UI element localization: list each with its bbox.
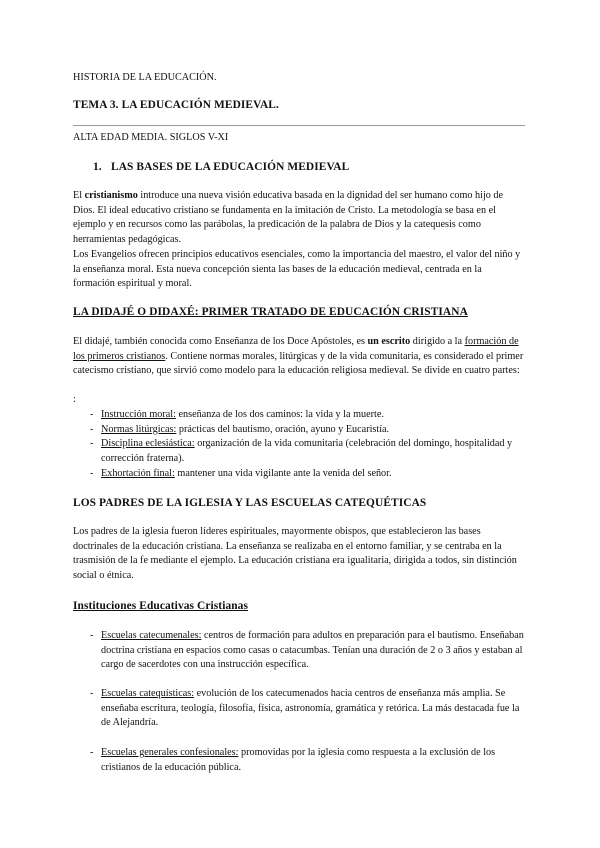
term-cristianismo: cristianismo bbox=[84, 190, 138, 201]
list-item-term: Exhortación final: bbox=[101, 467, 175, 479]
section-1-paragraph-1 bbox=[73, 189, 525, 248]
list-item-text: organización de la vida comunitaria (celebración del domingo, hospitalidad y corrección fraterna). bbox=[101, 438, 513, 465]
didaje-parts-list bbox=[73, 408, 525, 482]
list-item bbox=[73, 408, 525, 423]
list-item-term: Escuelas catequísticas: bbox=[101, 688, 195, 699]
list-item bbox=[73, 467, 525, 482]
course-title: HISTORIA DE LA EDUCACIÓN. bbox=[73, 72, 217, 83]
list-item-text: promovidas por la iglesia como respuesta a la exclusión de los cristianos de la educación pública. bbox=[101, 747, 496, 773]
list-item-term: Normas litúrgicas: bbox=[101, 423, 177, 435]
text-run: El didajé, también conocida como Enseñanza de los Doce Apóstoles, es bbox=[73, 336, 368, 347]
section-3-heading: LOS PADRES DE LA IGLESIA Y LAS ESCUELAS CATEQUÉTICAS bbox=[73, 497, 427, 509]
list-item bbox=[73, 437, 525, 466]
section-1-title: LAS BASES DE LA EDUCACIÓN MEDIEVAL bbox=[111, 161, 350, 173]
list-item bbox=[73, 629, 525, 673]
section-2-paragraph bbox=[73, 335, 525, 379]
text-run: dirigido a la bbox=[410, 336, 465, 347]
institution-item-1 bbox=[73, 629, 525, 673]
list-item-text: evolución de los catecumenados hacia centros de enseñanza más amplia. Se enseñaba escritura, teología, filosofía, física, astronomía, gramática y retórica. La más destacada fue la de Alejandría. bbox=[101, 688, 520, 729]
list-item-term: Disciplina eclesiástica: bbox=[101, 438, 195, 450]
period-subtitle: ALTA EDAD MEDIA. SIGLOS V-XI bbox=[73, 132, 229, 143]
list-item bbox=[73, 687, 525, 731]
list-item-text: mantener una vida vigilante ante la venida del señor. bbox=[174, 467, 392, 479]
list-item-term: Escuelas generales confesionales: bbox=[101, 747, 239, 758]
text-run: El bbox=[73, 190, 85, 201]
section-3-paragraph: Los padres de la iglesia fueron líderes espirituales, mayormente obispos, que establecieron las bases doctrinales de la educación cristiana. La enseñanza se realizaba en el entorno familiar, y se centraba en la trasmisión de la fe mediante el ejemplo. La educación cristiana era igualitaria, dirigida a todos, sin distinción social o étnica. bbox=[73, 526, 517, 582]
list-item-term: Instrucción moral: bbox=[101, 409, 176, 420]
stray-colon: : bbox=[73, 394, 76, 405]
topic-title: TEMA 3. LA EDUCACIÓN MEDIEVAL. bbox=[73, 99, 279, 111]
text-run: . Contiene normas morales, litúrgicas y de la vida comunitaria, es considerado el primer catecismo cristiano, que sirvió como modelo para la educación religiosa medieval. Se divide en cuatro partes: bbox=[73, 350, 524, 377]
section-1-heading bbox=[73, 161, 525, 173]
institutions-subheading: Instituciones Educativas Cristianas bbox=[73, 600, 249, 612]
section-1-number: 1. bbox=[93, 161, 102, 173]
text-run: introduce una nueva visión educativa basada en la dignidad del ser humano como hijo de Dios. El ideal educativo cristiano se fundamenta en la imitación de Cristo. La metodología se basa en el ejemplo y en recursos como las parábolas, la predicación de la palabra de Dios y la catequesis como herramientas pedagógicas. bbox=[73, 190, 504, 246]
institution-item-2 bbox=[73, 687, 525, 731]
list-item-text: prácticas del bautismo, oración, ayuno y Eucaristía. bbox=[176, 423, 390, 435]
list-item-text: enseñanza de los dos caminos: la vida y la muerte. bbox=[175, 409, 384, 420]
section-1-paragraph-2: Los Evangelios ofrecen principios educativos esenciales, como la importancia del maestro, el valor del niño y la enseñanza moral. Esta nueva concepción sienta las bases de la educación medieval, centrada en la formación espiritual y moral. bbox=[73, 249, 521, 290]
list-item-term: Escuelas catecumenales: bbox=[101, 630, 202, 641]
section-2-heading: LA DIDAJÉ O DIDAXÉ: PRIMER TRATADO DE EDUCACIÓN CRISTIANA bbox=[73, 306, 468, 318]
institution-item-3 bbox=[73, 746, 525, 775]
term-un-escrito: un escrito bbox=[367, 336, 411, 347]
horizontal-rule bbox=[73, 125, 525, 126]
list-item-text: centros de formación para adultos en preparación para el bautismo. Enseñaban doctrina cristiana en espacios como casas o catacumbas. Tenían una duración de 2 o 3 años y estaban al cargo de sacerdotes con una instrucción específica. bbox=[101, 630, 524, 671]
underlined-phrase: formación de los primeros cristianos bbox=[73, 336, 519, 362]
list-item bbox=[73, 423, 525, 438]
list-item bbox=[73, 746, 525, 775]
